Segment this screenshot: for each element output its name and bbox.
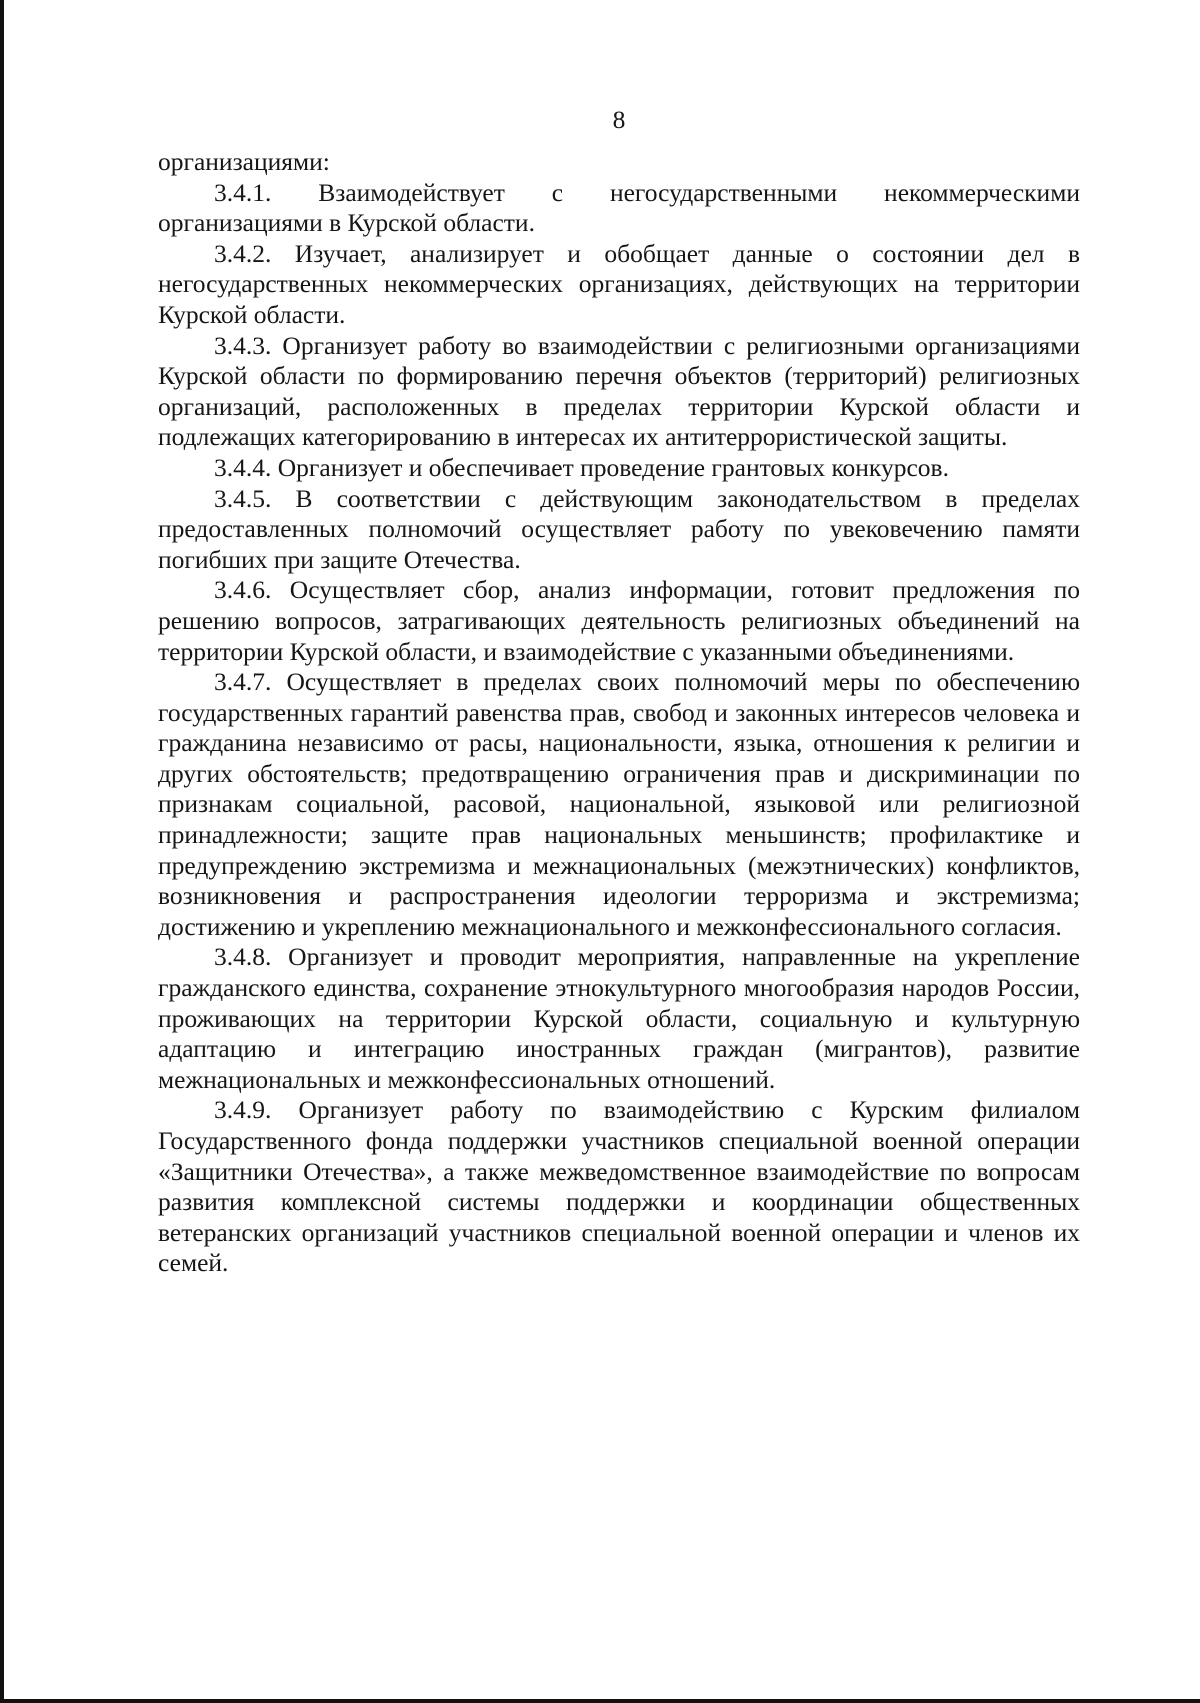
paragraph-3-4-3: 3.4.3. Организует работу во взаимодействии с религиозными организациями Курской области по формированию перечня объектов (территорий) религиозных организаций, расположенных в пределах территории Курской области и подлежащих категорированию в интересах их антитеррористической защиты. — [158, 330, 1080, 452]
paragraph-3-4-8: 3.4.8. Организует и проводит мероприятия, направленные на укрепление гражданского единства, сохранение этнокультурного многообразия народов России, проживающих на территории Курской области, социальную и культурную адаптацию и интеграцию иностранных граждан (мигрантов), развитие межнациональных и межконфессиональных отношений. — [158, 942, 1080, 1094]
paragraph-3-4-9: 3.4.9. Организует работу по взаимодействию с Курским филиалом Государственного фонда поддержки участников специальной военной операции «Защитники Отечества», а также межведомственное взаимодействие по вопросам развития комплексной системы поддержки и координации общественных ветеранских организаций участников специальной военной операции и членов их семей. — [158, 1095, 1080, 1278]
paragraph-3-4-7: 3.4.7. Осуществляет в пределах своих полномочий меры по обеспечению государственных гарантий равенства прав, свобод и законных интересов человека и гражданина независимо от расы, национальности, языка, отношения к религии и других обстоятельств; предотвращению ограничения прав и дискриминации по признакам социальной, расовой, национальной, языковой или религиозной принадлежности; защите прав национальных меньшинств; профилактике и предупреждению экстремизма и межнациональных (межэтнических) конфликтов, возникновения и распространения идеологии терроризма и экстремизма; достижению и укреплению межнационального и межконфессионального согласия. — [158, 667, 1080, 941]
paragraph-3-4-5: 3.4.5. В соответствии с действующим законодательством в пределах предоставленных полномочий осуществляет работу по увековечению памяти погибших при защите Отечества. — [158, 483, 1080, 574]
paragraph-3-4-4: 3.4.4. Организует и обеспечивает проведение грантовых конкурсов. — [214, 452, 949, 482]
paragraph-3-4-1: 3.4.1. Взаимодействует с негосударственными некоммерческими организациями в Курской области. — [158, 177, 1080, 238]
paragraph-3-4-2: 3.4.2. Изучает, анализирует и обобщает данные о состоянии дел в негосударственных некоммерческих организациях, действующих на территории Курской области. — [158, 238, 1080, 329]
scan-edge-bottom — [0, 1699, 1200, 1703]
scan-edge-left — [0, 0, 4, 1703]
document-page — [158, 105, 1080, 1279]
paragraph-3-4-6: 3.4.6. Осуществляет сбор, анализ информации, готовит предложения по решению вопросов, затрагивающих деятельность религиозных объединений на территории Курской области, и взаимодействие с указанными объединениями. — [158, 575, 1080, 666]
page-number: 8 — [612, 105, 626, 134]
paragraph-continuation: организациями: — [158, 147, 330, 176]
